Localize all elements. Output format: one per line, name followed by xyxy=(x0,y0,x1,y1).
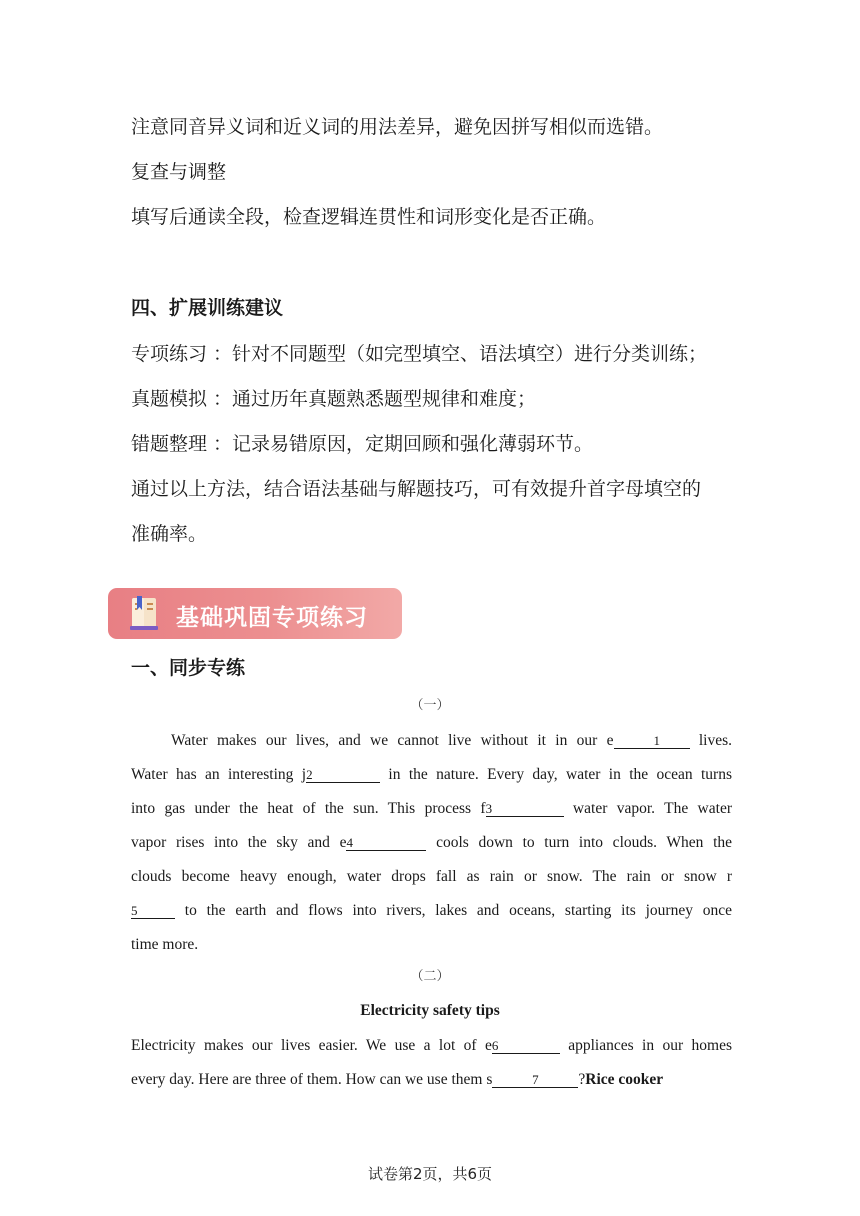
suggestion-item-1: 专项练习 ：针对不同题型（如完型填空、语法填空）进行分类训练； xyxy=(131,343,708,365)
passage2-title: Electricity safety tips xyxy=(360,1002,500,1019)
part-label-2: （二） xyxy=(410,969,450,984)
passage1-line-4 xyxy=(131,833,732,853)
passage1-line-3 xyxy=(131,799,732,819)
passage1-line-7: time more. xyxy=(131,936,199,953)
passage-text: every day. Here are three of them. How can we use them s xyxy=(131,1071,493,1088)
passage-text: vapor rises into the sky and e xyxy=(131,834,347,851)
blank-7[interactable]: 7 xyxy=(492,1073,578,1088)
blank-4[interactable]: 4 xyxy=(346,836,426,851)
passage2-line-1 xyxy=(131,1036,732,1056)
tip-line-homophones: 注意同音异义词和近义词的用法差异，避免因拼写相似而选错。 xyxy=(131,116,664,138)
passage-text: Water has an interesting j xyxy=(131,766,307,783)
passage1-line-5 xyxy=(131,867,732,887)
section-heading-extended-training: 四、扩展训练建议 xyxy=(131,297,284,319)
page-footer: 试卷第2页，共6页 xyxy=(367,1165,493,1183)
part-label-1: （一） xyxy=(410,698,450,713)
passage-text: into gas under the heat of the sun. This process f xyxy=(131,800,486,817)
passage-text: in the nature. Every day, water in the ocean turns xyxy=(380,766,732,783)
section-banner xyxy=(108,588,402,639)
passage-text: ? xyxy=(578,1071,586,1088)
passage-text: water vapor. The water xyxy=(563,800,732,817)
summary-line-2: 准确率。 xyxy=(131,523,208,545)
summary-line-1: 通过以上方法，结合语法基础与解题技巧，可有效提升首字母填空的 xyxy=(131,478,702,500)
tip-line-review: 填写后通读全段，检查逻辑连贯性和词形变化是否正确。 xyxy=(131,206,607,228)
suggestion-item-2: 真题模拟 ：通过历年真题熟悉题型规律和难度； xyxy=(131,388,537,410)
book-icon xyxy=(128,596,160,632)
passage1-line-1 xyxy=(131,731,732,751)
blank-6[interactable]: 6 xyxy=(492,1039,560,1054)
passage-text: cools down to turn into clouds. When the xyxy=(426,834,732,851)
passage-text: clouds become heavy enough, water drops fall as rain or snow. The rain or snow r xyxy=(131,868,732,885)
passage-text: appliances in our homes xyxy=(559,1037,732,1054)
rice-cooker-heading: Rice cooker xyxy=(585,1071,664,1088)
passage-text: Electricity makes our lives easier. We use a lot of e xyxy=(131,1037,492,1054)
suggestion-item-3: 错题整理 ：记录易错原因，定期回顾和强化薄弱环节。 xyxy=(131,433,594,455)
passage1-line-6 xyxy=(131,901,732,921)
blank-2[interactable]: 2 xyxy=(306,768,380,783)
passage1-line-2 xyxy=(131,765,732,785)
passage-text: to the earth and flows into rivers, lakes and oceans, starting its journey once xyxy=(175,902,732,919)
passage-text: lives. xyxy=(689,732,733,749)
passage-text: Water makes our lives, and we cannot live without it in our e xyxy=(171,732,614,749)
blank-3[interactable]: 3 xyxy=(486,802,564,817)
banner-title: 基础巩固专项练习 xyxy=(176,605,368,631)
passage2-line-2 xyxy=(131,1070,732,1090)
exercise-heading: 一、同步专练 xyxy=(131,657,246,679)
blank-1[interactable]: 1 xyxy=(614,734,690,749)
tip-heading-review: 复查与调整 xyxy=(131,161,227,183)
blank-5[interactable]: 5 xyxy=(131,904,175,919)
